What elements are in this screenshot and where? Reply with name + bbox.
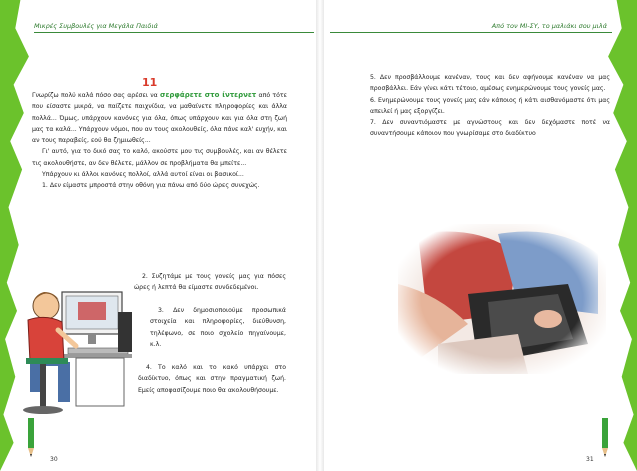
paragraph-1-start: Γνωρίζω πολύ καλά πόσο σας αρέσει να: [32, 92, 161, 99]
right-page-rules: [370, 72, 610, 140]
rule-6: 6. Ενημερώνουμε τους γονείς μας εάν κάποιος ή κάτι αισθανόμαστε ότι μας απειλεί ή μας εξοργίζει.: [370, 96, 610, 115]
rule-4: 4. Το καλό και το κακό υπάρχει στο διαδίκτυο, όπως και στην πραγματική ζωή. Εμείς αποφασίζουμε ποιο θα ακολουθήσουμε.: [138, 364, 286, 394]
child-at-computer-illustration: [18, 262, 136, 418]
laptop-photo: [398, 224, 606, 374]
rule-7: 7. Δεν συναντιόμαστε με αγνώστους και δεν δεχόμαστε ποτέ να συναντήσουμε κάποιον που γνωρίσαμε στο διαδίκτυο: [370, 119, 610, 138]
paragraph-1: [32, 90, 287, 146]
paragraph-3: Υπάρχουν κι άλλοι κανόνες πολλοί, αλλά αυτοί είναι οι βασικοί...: [42, 171, 244, 179]
grass-decoration-right: [603, 0, 637, 471]
rule-5: 5. Δεν προσβάλλουμε κανέναν, τους και δεν αφήνουμε κανέναν να μας προσβάλλει. Εάν γίνει κάτι τέτοιο, αμέσως ενημερώνουμε τους γονείς μας.: [370, 74, 610, 93]
rule-2: 2. Συζητάμε με τους γονείς μας για πόσες ώρες ή λεπτά θα είμαστε συνδεδεμένοι.: [134, 273, 286, 292]
pencil-icon-right: [600, 418, 610, 458]
header-right-title: Από τον ΜΙ-ΣΥ, το μαλιάκι σου μιλά: [491, 22, 607, 30]
left-page-number: 30: [50, 456, 58, 463]
page-gutter: [316, 0, 324, 471]
right-page-number: 31: [586, 456, 594, 463]
rule-1: 1. Δεν είμαστε μπροστά στην οθόνη για πάνω από δύο ώρες συνεχώς.: [42, 182, 260, 190]
pencil-icon: [26, 418, 36, 458]
header-left-title: Μικρές Συμβουλές για Μεγάλα Παιδιά: [34, 22, 158, 30]
header-divider-right: [330, 32, 612, 33]
header-divider-left: [34, 32, 314, 33]
paragraph-2: Γι' αυτό, για το δικό σας το καλό, ακούστε μου τις συμβουλές, και αν θέλετε τις ακολουθήστε, αν δεν θέλετε, μάλλον σε προβλήματα θα μπείτε...: [32, 148, 287, 167]
paragraph-1-end: από τότε που είσαστε μικρά, να παίζετε παιχνίδια, να μαθαίνετε πληροφορίες και άλλα πολλά... Όμως, υπάρχουν κανόνες για όλα, όπως υπάρχουν και για όλα στη ζωή μας τα καλά... Υπάρχουν νόμοι, που αν τους ακολουθείς, όλα πάνε καλ' ευχήν, και αν τους παραβείς, εού θα ζημιωθείς...: [32, 92, 287, 145]
highlight-phrase: σερφάρετε στο ίντερνετ: [160, 91, 257, 99]
rule-3: 3. Δεν δημοσιοποιούμε προσωπικά στοιχεία και πληροφορίες, διεύθυνση, τηλέφωνο, σε ποιο σχολείο πηγαίνουμε, κ.λ.: [150, 307, 286, 348]
left-page-intro: [32, 90, 287, 192]
chapter-number: 11: [142, 76, 158, 89]
